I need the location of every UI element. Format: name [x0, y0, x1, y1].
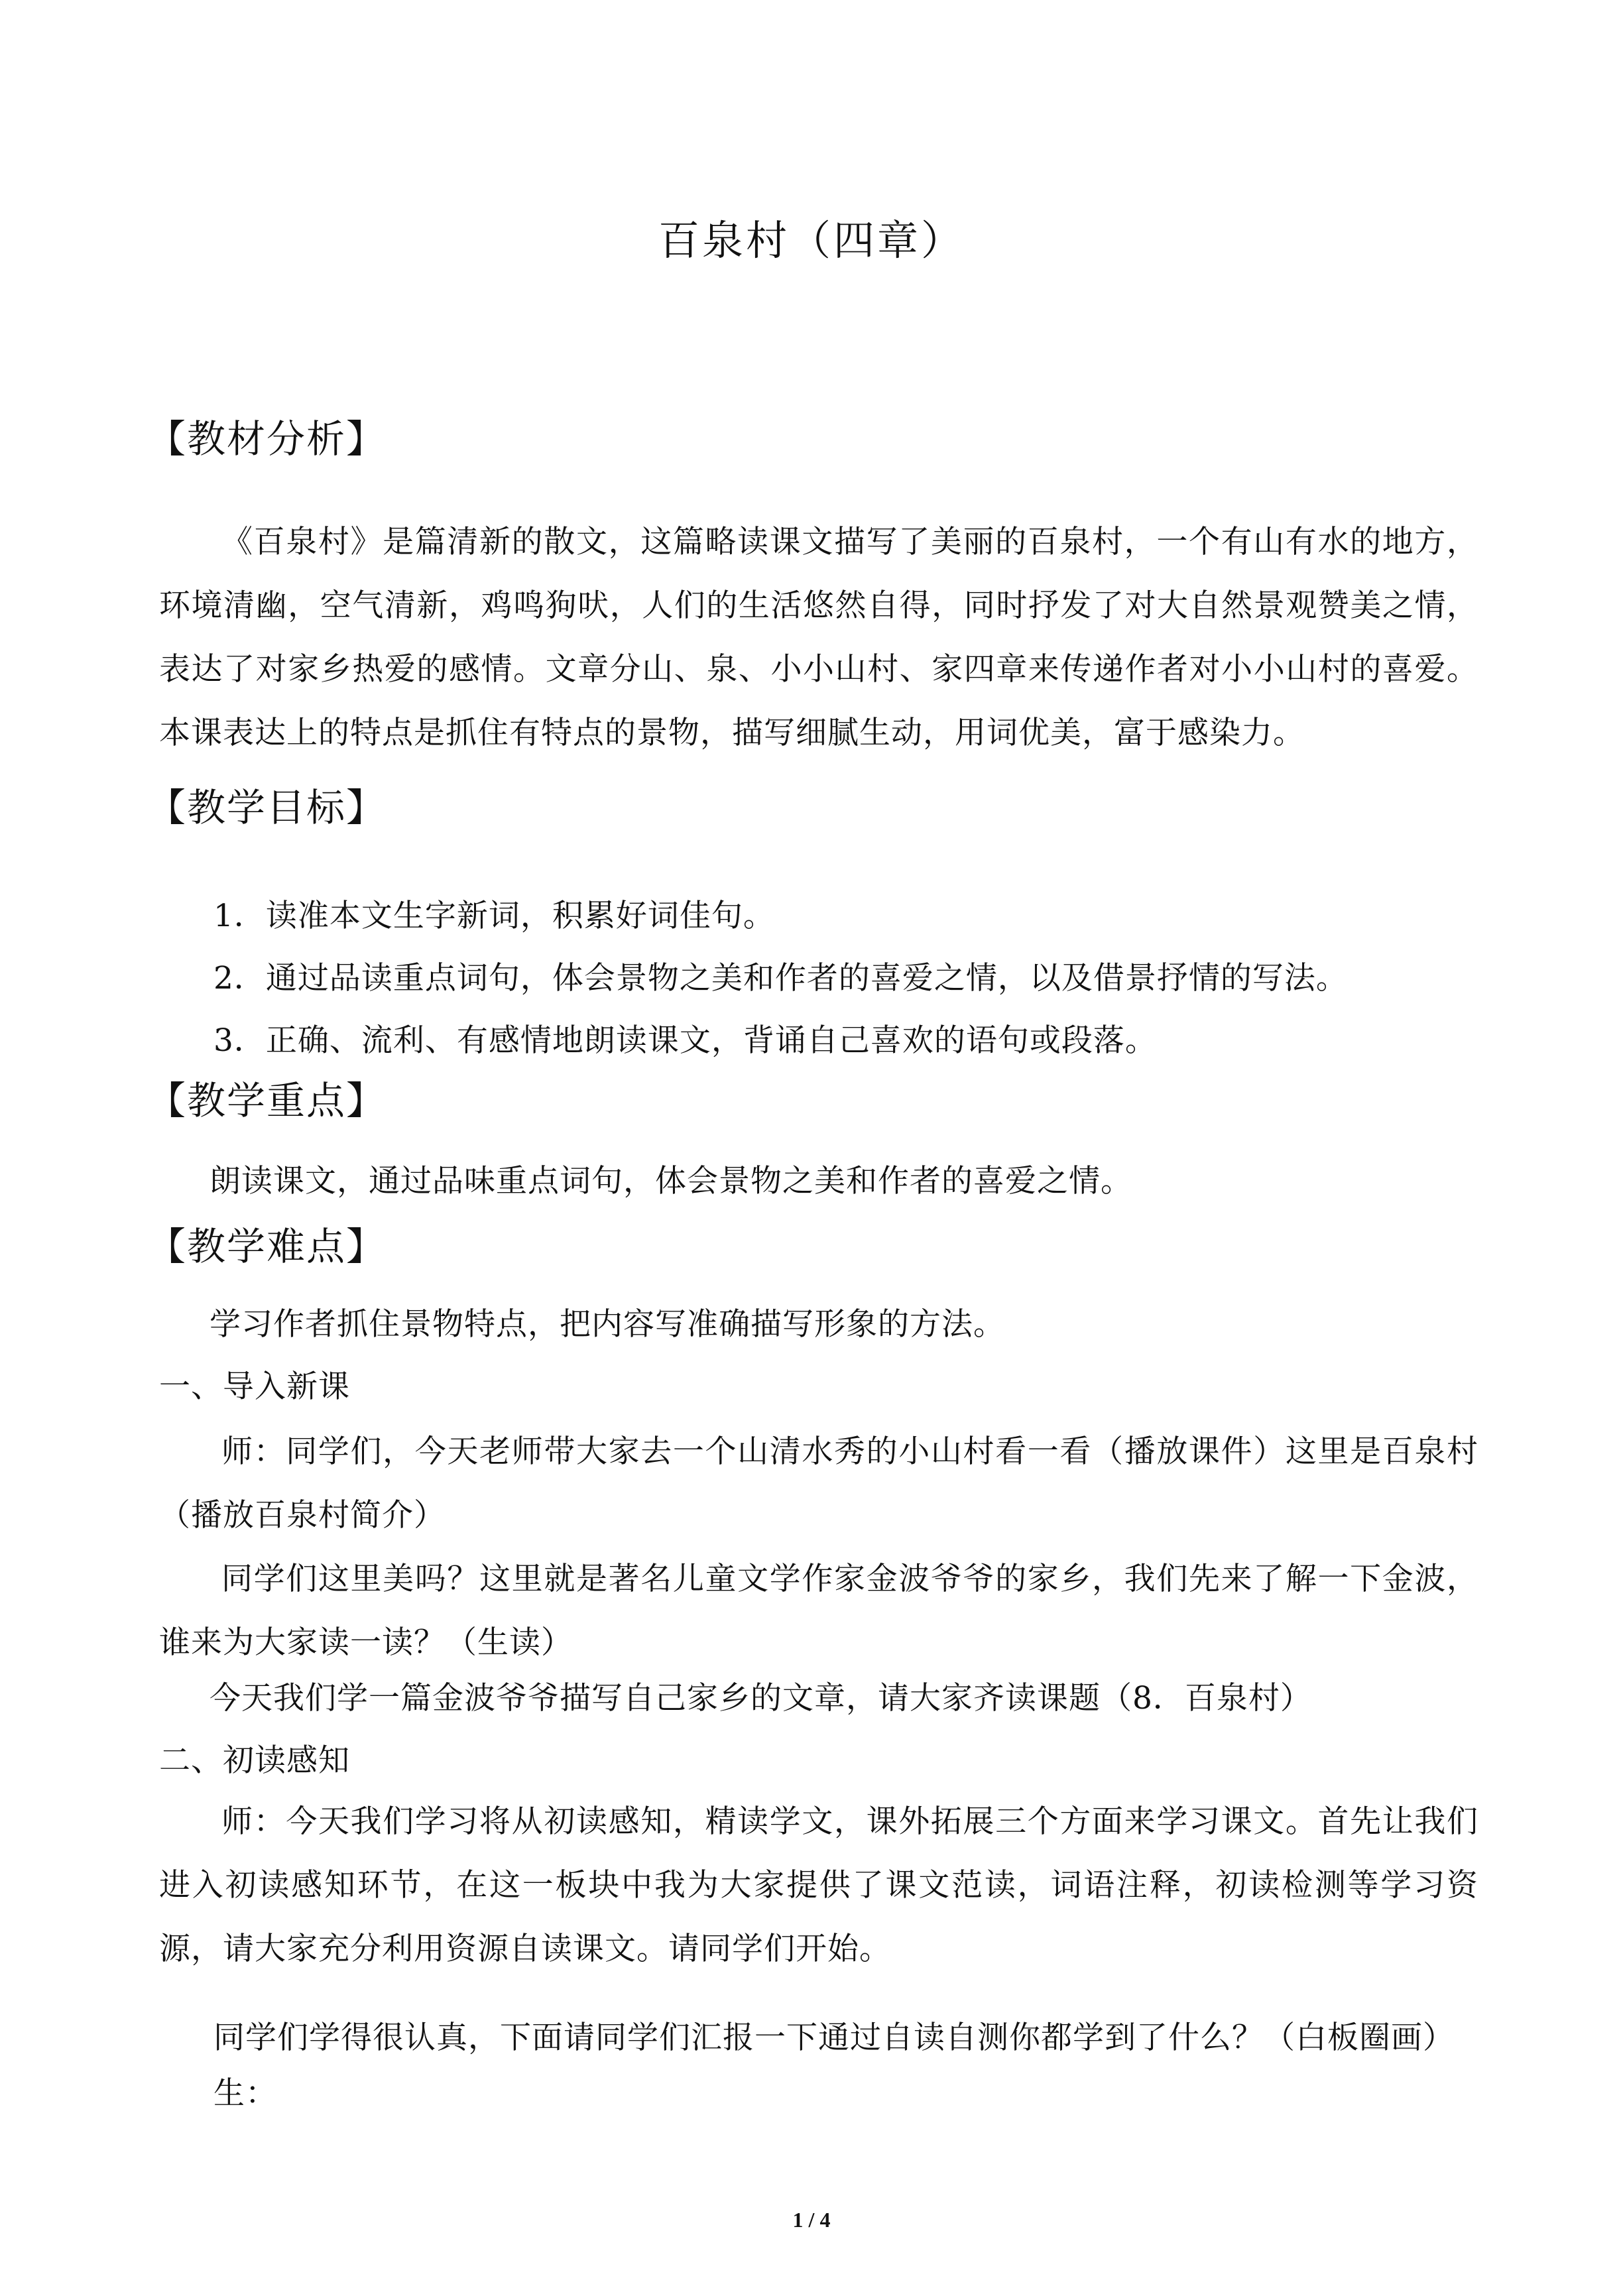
page-number: 1 / 4 — [792, 2208, 831, 2232]
heading-analysis: 【教材分析】 — [147, 416, 387, 461]
section-reading-heading: 二、初读感知 — [159, 1742, 350, 1779]
intro-paragraph-1: 师：同学们，今天老师带大家去一个山清水秀的小山村看一看（播放课件）这里是百泉村（播放百泉村简介） — [159, 1433, 1478, 1534]
reading-paragraph-3: 生： — [213, 2075, 277, 2112]
reading-paragraph-1: 师：今天我们学习将从初读感知，精读学文，课外拓展三个方面来学习课文。首先让我们进入初读感知环节，在这一板块中我为大家提供了课文范读，词语注释，初读检测等学习资源，请大家充分利用资源自读课文。请同学们开始。 — [159, 1803, 1478, 1967]
goal-item-2: 2．通过品读重点词句，体会景物之美和作者的喜爱之情，以及借景抒情的写法。 — [213, 960, 1348, 997]
analysis-body: 《百泉村》是篇清新的散文，这篇略读课文描写了美丽的百泉村，一个有山有水的地方，环境清幽，空气清新，鸡鸣狗吠，人们的生活悠然自得，同时抒发了对大自然景观赞美之情，表达了对家乡热爱的感情。文章分山、泉、小小山村、家四章来传递作者对小小山村的喜爱。本课表达上的特点是抓住有特点的景物，描写细腻生动，用词优美，富于感染力。 — [159, 524, 1478, 751]
goal-item-3: 3．正确、流利、有感情地朗读课文，背诵自己喜欢的语句或段落。 — [213, 1022, 1157, 1059]
heading-focus: 【教学重点】 — [147, 1078, 387, 1123]
intro-paragraph-3: 今天我们学一篇金波爷爷描写自己家乡的文章，请大家齐读课题（8．百泉村） — [210, 1680, 1312, 1717]
intro-paragraph-2: 同学们这里美吗？这里就是著名儿童文学作家金波爷爷的家乡，我们先来了解一下金波，谁来为大家读一读？（生读） — [159, 1561, 1478, 1661]
heading-goals: 【教学目标】 — [147, 785, 387, 830]
goal-item-1: 1．读准本文生字新词，积累好词佳句。 — [213, 898, 775, 934]
section-intro-heading: 一、导入新课 — [159, 1368, 350, 1405]
reading-paragraph-2: 同学们学得很认真，下面请同学们汇报一下通过自读自测你都学到了什么？（白板圈画） — [213, 2020, 1455, 2056]
document-title: 百泉村（四章） — [658, 216, 965, 265]
focus-body: 朗读课文，通过品味重点词句，体会景物之美和作者的喜爱之情。 — [210, 1163, 1132, 1199]
heading-difficulty: 【教学难点】 — [147, 1224, 387, 1269]
difficulty-body: 学习作者抓住景物特点，把内容写准确描写形象的方法。 — [210, 1306, 1005, 1343]
